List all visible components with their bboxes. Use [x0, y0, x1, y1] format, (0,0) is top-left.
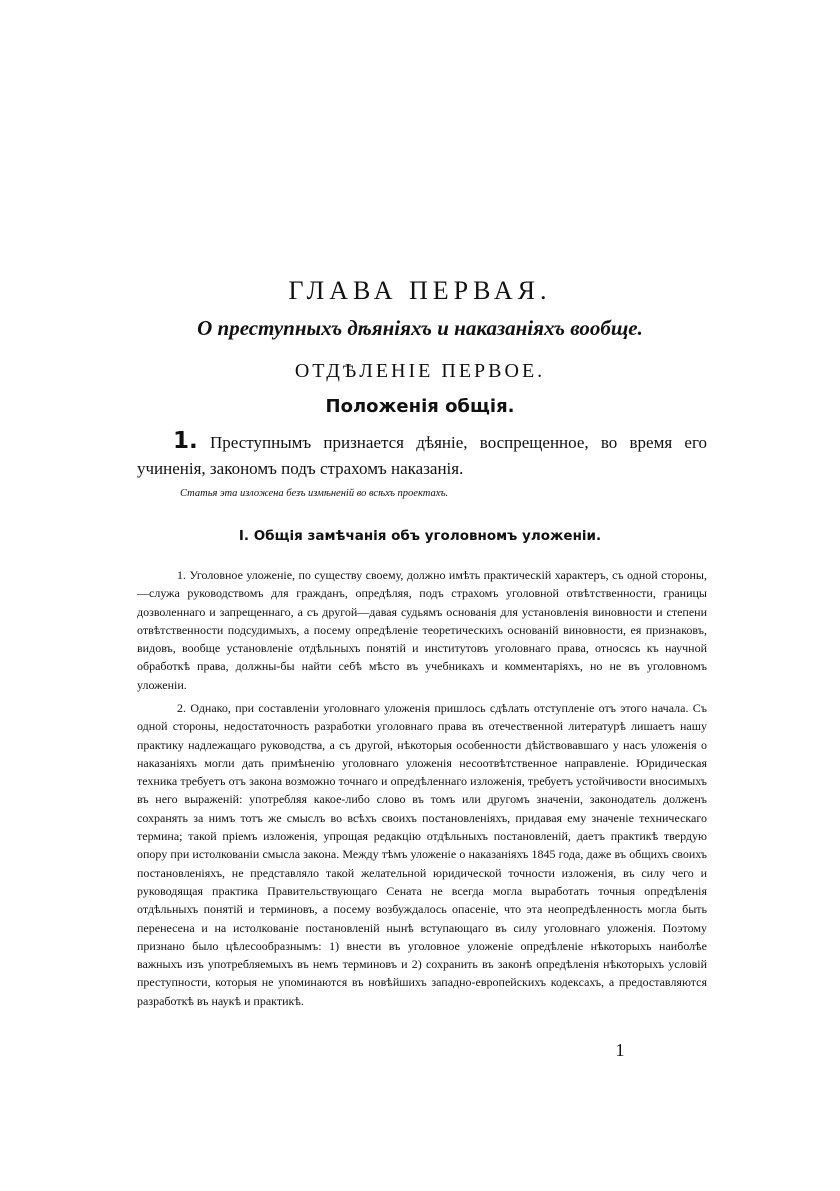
article-number: 1.: [173, 428, 198, 454]
page-number: 1: [615, 1040, 625, 1060]
editorial-note: Статья эта изложена безъ измѣненій во всѣхъ проектахъ.: [180, 488, 449, 499]
division-title: ОТДѢЛЕНІЕ ПЕРВОЕ.: [294, 360, 546, 382]
chapter-title: ГЛАВА ПЕРВАЯ.: [288, 276, 552, 305]
commentary-paragraph-2: 2. Однако, при составленіи уголовнаго уложенія пришлось сдѣлать отступленіе отъ этого начала. Съ одной стороны, недостаточность разработки уголовнаго права въ отечественной литературѣ лишаетъ нашу практику надлежащаго руководства, а съ другой, нѣкоторыя особенности дѣйствовавшаго у насъ уложенія о наказаніяхъ могли дать примѣненію уголовнаго уложенія несоотвѣтственное направленіе. Юридическая техника требуетъ отъ закона возможно точнаго и опредѣленнаго изложенія, требуетъ устойчивости вносимыхъ въ него выраженій: употребляя какое-либо слово въ томъ или другомъ значеніи, законодатель долженъ сохранять за нимъ тотъ же смыслъ во всѣхъ своихъ постановленіяхъ, придавая ему значеніе техническаго термина; такой пріемъ изложенія, упрощая редакцію отдѣльныхъ постановленій, даетъ практикѣ твердую опору при истолкованіи смысла закона. Между тѣмъ уложеніе о наказаніяхъ 1845 года, даже въ общихъ своихъ постановленіяхъ, не представляло такой желательной юридической точности изложенія, въ силу чего и руководящая практика Правительствующаго Сената не всегда могла выработать точныя опредѣленія отдѣльныхъ понятій и терминовъ, а посему возбуждалось опасеніе, что эта неопредѣленность могла быть перенесена и на истолкованіе постановленій нынѣ вступающаго въ силу уголовнаго уложенія. Поэтому признано было цѣлесообразнымъ: 1) внести въ уголовное уложеніе опредѣленіе нѣкоторыхъ наиболѣе важныхъ изъ употребляемыхъ въ немъ терминовъ и 2) сохранить въ законѣ опредѣленія нѣкоторыхъ условій преступности, которыя не упоминаются въ новѣйшихъ западно-европейскихъ кодексахъ, а предоставляются разработкѣ въ наукѣ и практикѣ.: [137, 701, 707, 1008]
article-1: [137, 428, 707, 482]
commentary-heading: I. Общія замѣчанія объ уголовномъ уложеніи.: [238, 528, 602, 544]
chapter-subtitle: О преступныхъ дѣяніяхъ и наказаніяхъ вообще.: [197, 316, 643, 340]
section-title: Положенія общія.: [325, 396, 515, 417]
commentary-paragraph-1: 1. Уголовное уложеніе, по существу своему, должно имѣть практическій характеръ, съ одной стороны,—служа руководствомъ для гражданъ, опредѣляя, подъ страхомъ уголовной отвѣтственности, границы дозволеннаго и запрещеннаго, а съ другой—давая судьямъ основанія для установленія виновности и степени отвѣтственности подсудимыхъ, а посему опредѣленіе теоретическихъ основаній виновности, ея признаковъ, видовъ, вообще установленіе отдѣльныхъ понятій и институтовъ уголовнаго права, относясь къ научной обработкѣ права, должны-бы найти себѣ мѣсто въ учебникахъ и комментаріяхъ, но не въ уголовномъ уложеніи.: [137, 568, 707, 692]
article-text: Преступнымъ признается дѣяніе, воспрещенное, во время его учиненія, закономъ подъ страхомъ наказанія.: [137, 433, 708, 478]
